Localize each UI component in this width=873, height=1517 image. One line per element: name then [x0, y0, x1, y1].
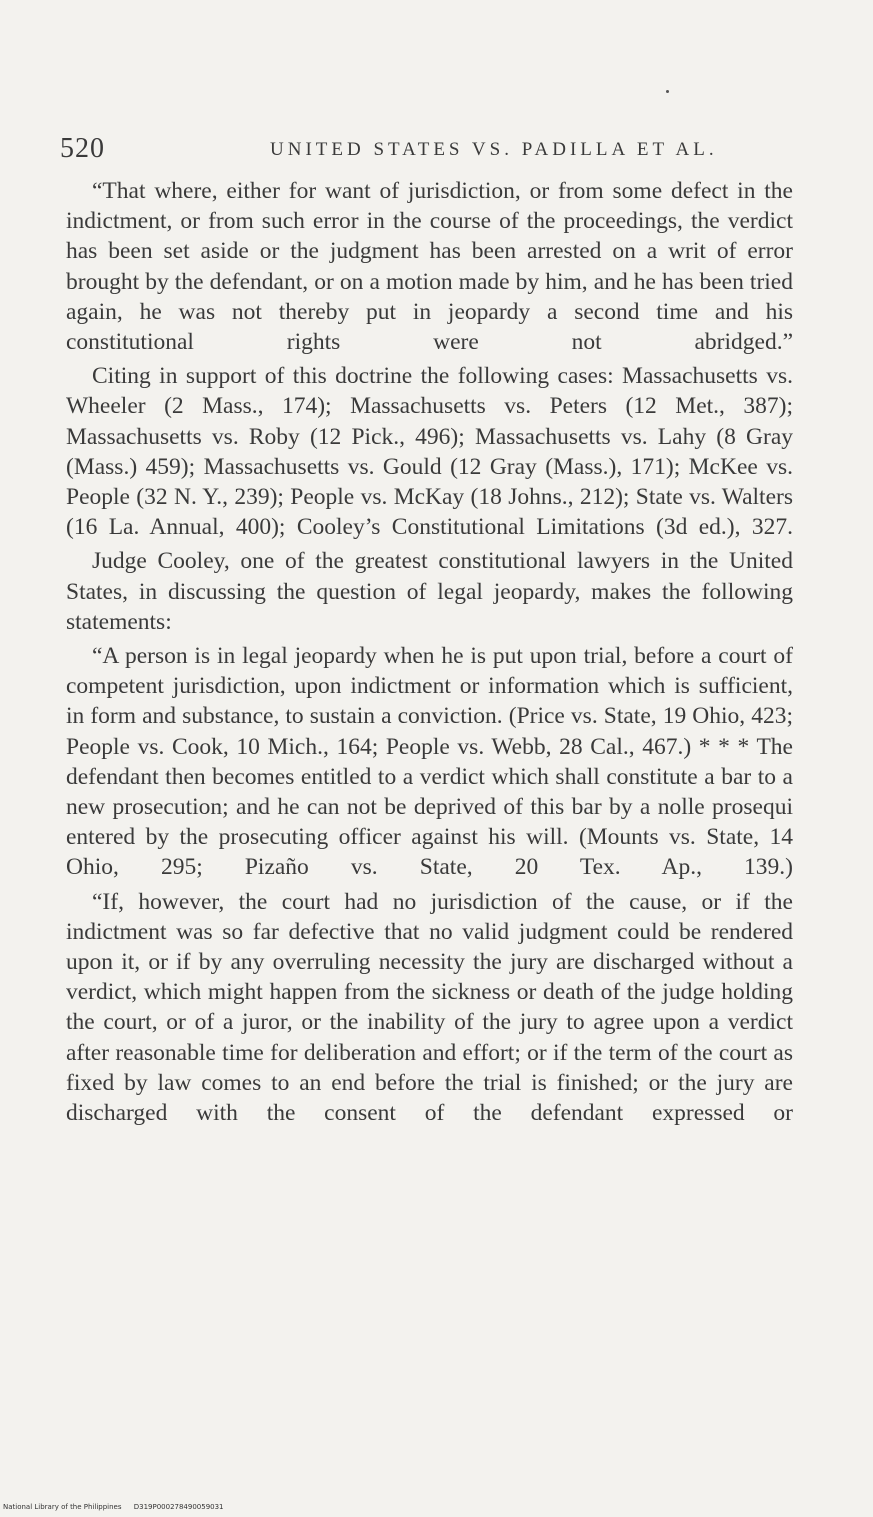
footer-library: National Library of the Philippines — [3, 1503, 122, 1511]
paragraph-judge-cooley-intro: Judge Cooley, one of the greatest constitutional lawyers in the United States, in discussing the question of legal jeopardy, makes the following statements: — [66, 548, 793, 635]
paragraph-jurisdiction-exceptions: “If, however, the court had no jurisdiction of the cause, or if the indictment was so far defective that no valid judgment could be rendered upon it, or if by any overruling necessity the jury are discharged without a verdict, which might happen from the sickness or death of the judge holding the court, or of a juror, or the inability of the jury to agree upon a verdict after reasonable time for deliberation and effort; or if the term of the court as fixed by law comes to an end before the trial is finished; or the jury are discharged with the consent of the defendant expressed or — [66, 888, 793, 1127]
paragraph-legal-jeopardy-definition: “A person is in legal jeopardy when he is put upon trial, before a court of competent jurisdiction, upon indictment or information which is sufficient, in form and substance, to sustain a conviction. (Price vs. State, 19 Ohio, 423; People vs. Cook, 10 Mich., 164; People vs. Webb, 28 Cal., 467.) * * * The defendant then becomes entitled to a verdict which shall constitute a bar to a new prosecution; and he can not be deprived of this bar by a nolle prosequi entered by the prosecuting officer against his will. (Mounts vs. State, 14 Ohio, 295; Pizaño vs. State, 20 Tex. Ap., 139.) — [66, 643, 793, 881]
page-number: 520 — [60, 133, 105, 164]
page-body — [66, 176, 793, 1132]
paragraph-case-citations: Citing in support of this doctrine the following cases: Massachusetts vs. Wheeler (2 Mass., 174); Massachusetts vs. Peters (12 Met., 387); Massachusetts vs. Roby (12 Pick., 496); Massachusetts vs. Lahy (8 Gray (Mass.) 459); Massachusetts vs. Gould (12 Gray (Mass.), 171); McKee vs. People (32 N. Y., 239); People vs. McKay (18 Johns., 212); State vs. Walters (16 La. Annual, 400); Cooley’s Constitutional Limitations (3d ed.), 327. — [66, 363, 793, 541]
page-header — [60, 133, 800, 173]
running-head: UNITED STATES VS. PADILLA ET AL. — [270, 139, 718, 160]
scan-footer — [3, 1503, 234, 1511]
footer-identifier: D319P000278490059031 — [133, 1503, 224, 1511]
paragraph-quote-jeopardy-exception: “That where, either for want of jurisdiction, or from some defect in the indictment, or from such error in the course of the proceedings, the verdict has been set aside or the judgment has been arrested on a writ of error brought by the defendant, or on a motion made by him, and he has been tried again, he was not thereby put in jeopardy a second time and his constitutional rights were not abridged.” — [66, 178, 793, 356]
scan-speck — [666, 90, 669, 93]
